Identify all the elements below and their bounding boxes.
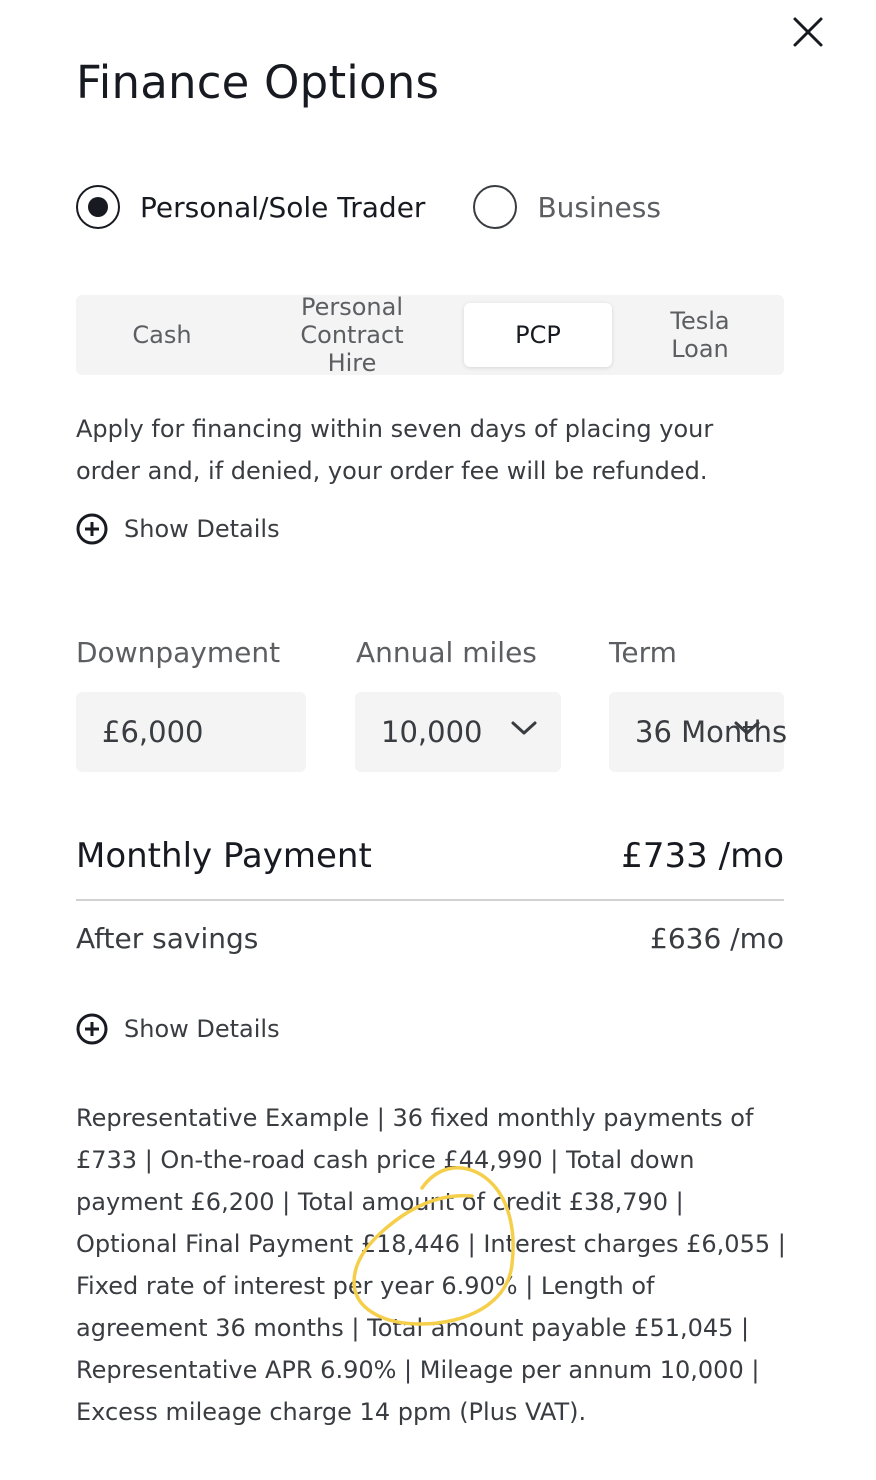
monthly-payment-value: £733 /mo bbox=[621, 836, 784, 876]
tab-cash[interactable]: Cash bbox=[132, 321, 192, 349]
radio-personal[interactable] bbox=[76, 185, 425, 229]
page-title: Finance Options bbox=[76, 56, 440, 109]
term-select[interactable] bbox=[609, 692, 788, 772]
show-details-toggle-2[interactable] bbox=[76, 1012, 280, 1046]
term-value: 36 Months bbox=[635, 715, 788, 749]
plus-circle-icon bbox=[76, 513, 108, 545]
plus-circle-icon bbox=[76, 1013, 108, 1045]
monthly-payment-label: Monthly Payment bbox=[76, 836, 372, 876]
tab-personal-contract-hire[interactable]: Personal Contract Hire bbox=[300, 293, 404, 377]
tab-tesla-loan[interactable]: Tesla Loan bbox=[670, 307, 730, 363]
radio-button-selected[interactable] bbox=[76, 185, 120, 229]
financing-note: Apply for financing within seven days of placing your order and, if denied, your order fee will be refunded. bbox=[76, 415, 714, 485]
chevron-down-icon bbox=[511, 720, 537, 736]
chevron-down-icon bbox=[734, 720, 760, 736]
show-details-label: Show Details bbox=[124, 515, 280, 543]
representative-example: Representative Example | 36 fixed monthly payments of £733 | On-the-road cash price £44,990 | Total down payment £6,200 | Total amount of credit £38,790 | Optional Final Payment £18,446 | Interest charges £6,055 | Fixed rate of interest per year 6.90% | Length of agreement 36 months | Total amount payable £51,045 | Representative APR 6.90% | Mileage per annum 10,000 | Excess mileage charge 14 ppm (Plus VAT). bbox=[76, 1104, 786, 1426]
radio-personal-label: Personal/Sole Trader bbox=[140, 190, 426, 224]
divider bbox=[76, 899, 784, 901]
downpayment-value: £6,000 bbox=[102, 715, 204, 749]
finance-type-tabs bbox=[76, 295, 784, 375]
show-details-label: Show Details bbox=[124, 1015, 280, 1043]
show-details-toggle-1[interactable] bbox=[76, 512, 280, 546]
close-icon bbox=[793, 17, 823, 47]
radio-business[interactable] bbox=[473, 185, 660, 229]
after-savings-label: After savings bbox=[76, 922, 259, 955]
radio-button-unselected[interactable] bbox=[473, 185, 517, 229]
close-button[interactable] bbox=[788, 12, 828, 52]
tab-pcp[interactable]: PCP bbox=[464, 303, 612, 367]
radio-dot bbox=[88, 197, 108, 217]
downpayment-input[interactable] bbox=[76, 692, 306, 772]
radio-business-label: Business bbox=[537, 190, 661, 224]
downpayment-label: Downpayment bbox=[76, 636, 281, 669]
annual-miles-label: Annual miles bbox=[356, 636, 537, 669]
annual-miles-value: 10,000 bbox=[381, 715, 483, 749]
after-savings-value: £636 /mo bbox=[650, 922, 784, 955]
annual-miles-select[interactable] bbox=[355, 692, 561, 772]
term-label: Term bbox=[609, 636, 677, 669]
customer-type-radio-group bbox=[76, 183, 661, 231]
